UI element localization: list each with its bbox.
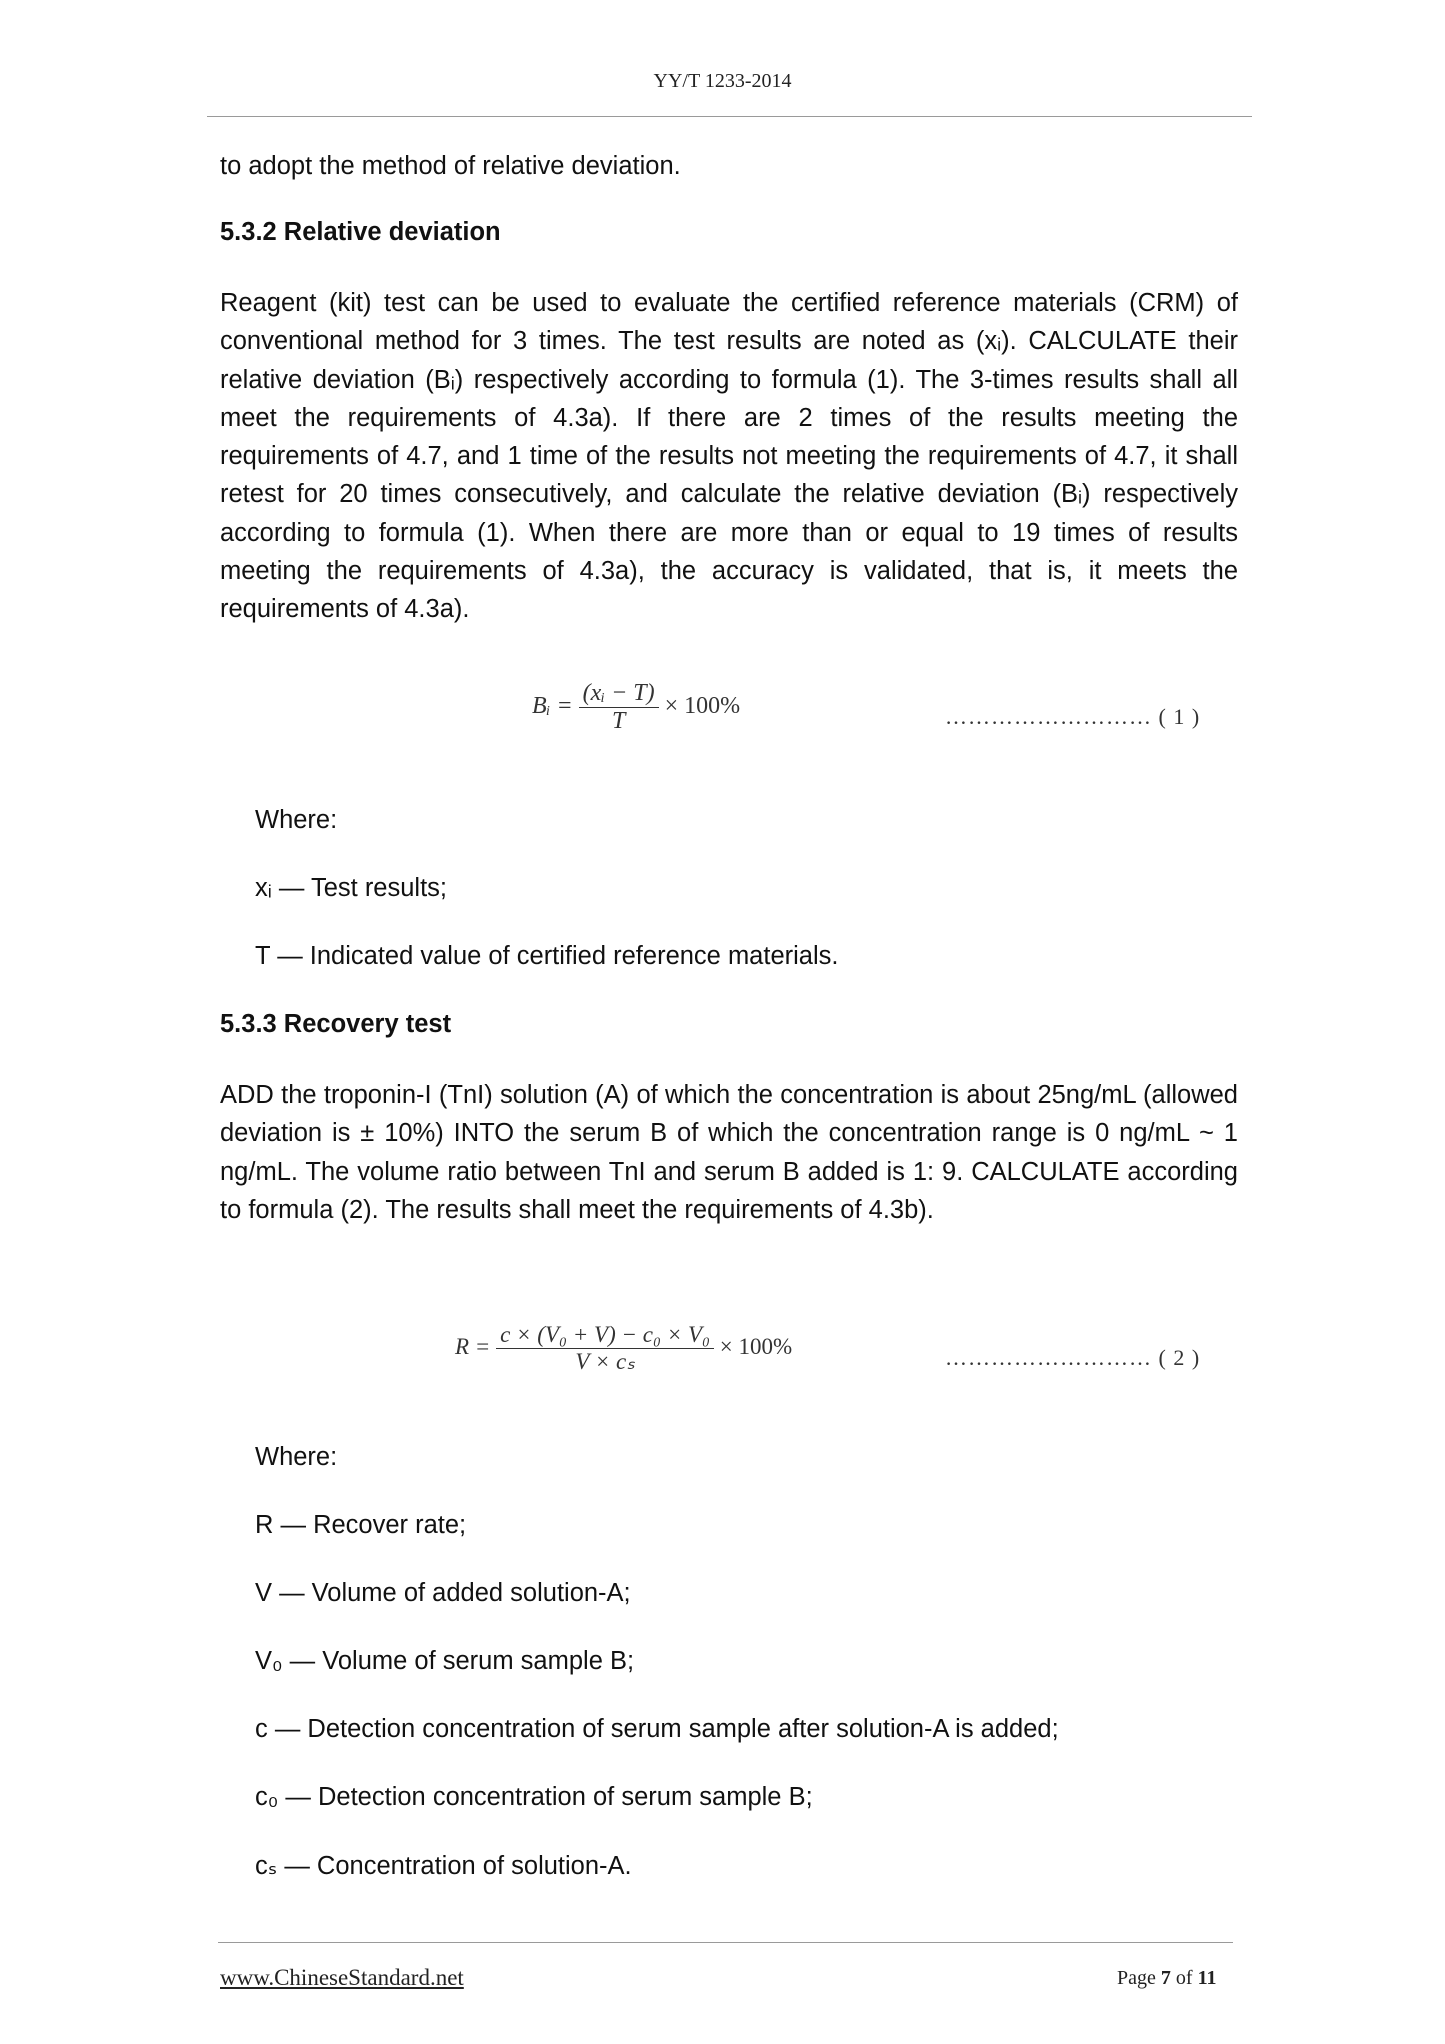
formula-1: [532, 680, 740, 735]
formula-1-numerator: (xᵢ − T): [582, 680, 655, 706]
section-533-heading: 5.3.3 Recovery test: [220, 1010, 452, 1038]
formula-1-fraction: [579, 680, 659, 735]
definition-r: R — Recover rate;: [255, 1511, 467, 1539]
definition-t: T — Indicated value of certified reference materials.: [255, 942, 839, 970]
definition-v0: V₀ — Volume of serum sample B;: [255, 1647, 635, 1675]
header-rule: [207, 116, 1252, 117]
where-label-1: Where:: [255, 806, 338, 834]
section-532-heading: 5.3.2 Relative deviation: [220, 218, 501, 246]
formula-2-lhs: R =: [455, 1333, 491, 1359]
page-prefix: Page: [1117, 1967, 1156, 1989]
section-533-paragraph: ADD the troponin-I (TnI) solution (A) of which the concentration is about 25ng/mL (allowed deviation is ± 10%) INTO the serum B of which the concentration range is 0 ng/mL ~ 1 ng/mL. The volume ratio between TnI and serum B added is 1: 9. CALCULATE according to formula (2). The results shall meet the requirements of 4.3b).: [220, 1081, 1238, 1224]
definition-c: c — Detection concentration of serum sample after solution-A is added;: [255, 1715, 1059, 1743]
website-link[interactable]: www.ChineseStandard.net: [220, 1965, 464, 1990]
formula-2-label: ……………………… ( 2 ): [945, 1345, 1201, 1370]
formula-1-denominator: T: [579, 707, 659, 735]
formula-2-numerator: c × (V₀ + V) − c₀ × V₀: [500, 1322, 711, 1347]
section-532-paragraph: Reagent (kit) test can be used to evaluate the certified reference materials (CRM) of conventional method for 3 times. The test results are noted as (xᵢ). CALCULATE their relative deviation (Bᵢ) respectively according to formula (1). The 3-times results shall all meet the requirements of 4.3a). If there are 2 times of the results meeting the requirements of 4.7, and 1 time of the results not meeting the requirements of 4.7, it shall retest for 20 times consecutively, and calculate the relative deviation (Bᵢ) respectively according to formula (1). When there are more than or equal to 19 times of results meeting the requirements of 4.3a), the accuracy is validated, that is, it meets the requirements of 4.3a).: [220, 289, 1238, 624]
page-current: 7: [1160, 1967, 1171, 1989]
formula-1-factor: × 100%: [664, 693, 741, 720]
formula-2: [455, 1322, 792, 1375]
footer-rule: [218, 1942, 1233, 1943]
definition-xi: xᵢ — Test results;: [255, 874, 448, 902]
definition-v: V — Volume of added solution-A;: [255, 1579, 631, 1607]
formula-2-factor: × 100%: [719, 1333, 793, 1359]
formula-2-fraction: [496, 1322, 714, 1375]
page-total: 11: [1197, 1967, 1217, 1989]
definition-cs: cₛ — Concentration of solution-A.: [255, 1852, 632, 1880]
page-of: of: [1175, 1967, 1193, 1989]
definition-c0: c₀ — Detection concentration of serum sample B;: [255, 1783, 813, 1811]
formula-1-lhs: Bᵢ =: [532, 693, 573, 720]
page-header: YY/T 1233-2014: [653, 70, 792, 92]
where-label-2: Where:: [255, 1443, 338, 1471]
page-number: [1117, 1967, 1216, 1990]
formula-1-label: ……………………… ( 1 ): [945, 704, 1201, 729]
intro-line: to adopt the method of relative deviation.: [220, 152, 681, 180]
formula-2-denominator: V × cₛ: [496, 1348, 714, 1375]
